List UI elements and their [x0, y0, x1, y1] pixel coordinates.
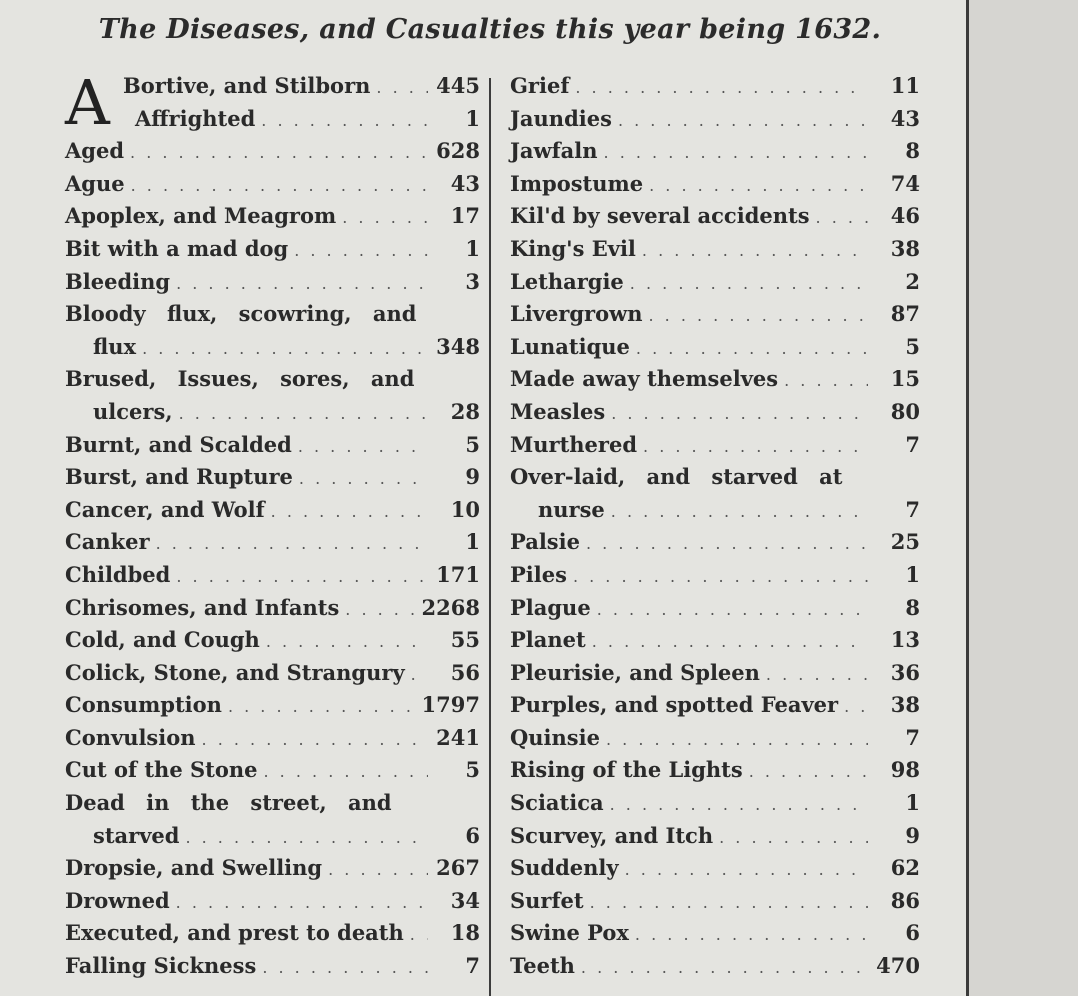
cause-count: 34 — [450, 887, 480, 913]
cause-name: Jaundies — [510, 105, 612, 131]
list-item — [65, 70, 480, 103]
dot-leader — [261, 105, 428, 138]
cause-count: 6 — [905, 920, 920, 946]
drop-cap-letter: A — [65, 66, 110, 139]
list-item — [510, 266, 920, 299]
cause-name: Purples, and spotted Feaver — [510, 692, 839, 718]
list-item — [510, 135, 920, 168]
list-item — [510, 331, 920, 364]
list-item — [510, 885, 920, 918]
dot-leader — [635, 919, 868, 952]
cause-count: 55 — [450, 627, 480, 653]
list-item — [65, 331, 480, 364]
dot-leader — [266, 626, 428, 659]
list-item — [65, 396, 480, 429]
list-item — [510, 70, 920, 103]
cause-count: 1 — [465, 529, 480, 555]
dot-leader — [648, 300, 868, 333]
list-item — [65, 135, 480, 168]
cause-name: Piles — [510, 561, 567, 587]
dot-leader — [611, 398, 868, 431]
dot-leader — [581, 952, 868, 985]
list-item — [65, 950, 480, 983]
list-item — [65, 103, 480, 136]
cause-count: 56 — [450, 659, 480, 685]
dot-leader — [611, 496, 868, 529]
cause-name: Sciatica — [510, 790, 604, 816]
list-item — [510, 592, 920, 625]
cause-name: King's Evil — [510, 235, 636, 261]
cause-name: Measles — [510, 398, 606, 424]
cause-name: Affrighted — [135, 105, 256, 131]
cause-count: 17 — [450, 203, 480, 229]
cause-count: 46 — [890, 203, 920, 229]
cause-count: 2268 — [421, 594, 480, 620]
cause-name: Planet — [510, 627, 586, 653]
dot-leader — [766, 659, 868, 692]
list-item — [65, 624, 480, 657]
list-item — [510, 298, 920, 331]
cause-name: Bloody flux, scowring, and — [65, 301, 417, 327]
cause-name: Teeth — [510, 953, 575, 979]
cause-count: 43 — [890, 105, 920, 131]
list-item — [65, 592, 480, 625]
cause-count: 38 — [890, 235, 920, 261]
cause-name: Executed, and prest to death — [65, 920, 404, 946]
list-item — [65, 917, 480, 950]
dot-leader — [586, 528, 868, 561]
list-item — [510, 787, 920, 820]
cause-name: Colick, Stone, and Strangury — [65, 659, 405, 685]
dot-leader — [749, 756, 868, 789]
list-item — [510, 526, 920, 559]
cause-name: Suddenly — [510, 855, 619, 881]
dot-leader — [573, 561, 868, 594]
dot-leader — [228, 691, 416, 724]
dot-leader — [185, 822, 428, 855]
list-item — [510, 396, 920, 429]
cause-count: 267 — [436, 855, 480, 881]
cause-name: Ague — [65, 170, 125, 196]
dot-leader — [575, 72, 868, 105]
list-item — [510, 363, 920, 396]
cause-name: Plague — [510, 594, 591, 620]
list-item — [65, 885, 480, 918]
list-item — [510, 689, 920, 722]
list-item — [510, 917, 920, 950]
cause-count: 25 — [890, 529, 920, 555]
list-item — [510, 559, 920, 592]
dot-leader — [328, 854, 428, 887]
cause-count: 241 — [436, 724, 480, 750]
cause-name: Bleeding — [65, 268, 171, 294]
dot-leader — [345, 594, 415, 627]
dot-leader — [262, 952, 428, 985]
list-item — [65, 461, 480, 494]
list-item — [510, 950, 920, 983]
cause-name: Bortive, and Stilborn — [123, 73, 371, 98]
cause-name: Lethargie — [510, 268, 624, 294]
cause-count: 43 — [450, 170, 480, 196]
cause-count: 1 — [465, 235, 480, 261]
cause-count: 13 — [890, 627, 920, 653]
dot-leader — [130, 137, 428, 170]
dot-leader — [299, 463, 428, 496]
list-item — [65, 200, 480, 233]
dot-leader — [649, 170, 868, 203]
cause-name: Burnt, and Scalded — [65, 431, 292, 457]
drop-cap-block — [65, 66, 480, 139]
cause-name: Bit with a mad dog — [65, 235, 289, 261]
list-item — [510, 461, 920, 494]
dot-leader — [592, 626, 868, 659]
cause-count: 5 — [465, 431, 480, 457]
cause-count: 7 — [465, 953, 480, 979]
cause-name: starved — [93, 822, 180, 848]
cause-count: 15 — [890, 366, 920, 392]
list-item — [65, 820, 480, 853]
dot-leader — [156, 528, 428, 561]
left-column — [65, 66, 480, 983]
cause-name: Kil'd by several accidents — [510, 203, 810, 229]
list-item — [510, 722, 920, 755]
cause-count: 628 — [436, 138, 480, 164]
cause-count: 18 — [450, 920, 480, 946]
list-item — [65, 754, 480, 787]
cause-count: 80 — [890, 398, 920, 424]
cause-name: Dropsie, and Swelling — [65, 855, 323, 881]
list-item — [65, 168, 480, 201]
dot-leader — [816, 202, 868, 235]
list-item — [510, 103, 920, 136]
dot-leader — [630, 268, 868, 301]
list-item — [510, 494, 920, 527]
cause-name: ulcers, — [93, 398, 173, 424]
cause-name: Cancer, and Wolf — [65, 496, 265, 522]
dot-leader — [264, 756, 429, 789]
cause-count: 10 — [450, 496, 480, 522]
cause-count: 74 — [890, 170, 920, 196]
cause-count: 86 — [890, 887, 920, 913]
cause-count: 7 — [905, 431, 920, 457]
list-item — [510, 852, 920, 885]
cause-name: Canker — [65, 529, 150, 555]
cause-count: 7 — [905, 496, 920, 522]
list-item — [510, 233, 920, 266]
dot-leader — [202, 724, 428, 757]
dot-leader — [176, 268, 428, 301]
cause-name: Quinsie — [510, 724, 600, 750]
dot-leader — [642, 235, 868, 268]
dot-leader — [719, 822, 868, 855]
list-item — [65, 689, 480, 722]
dot-leader — [636, 333, 868, 366]
list-item — [65, 429, 480, 462]
cause-count: 87 — [890, 301, 920, 327]
cause-count: 9 — [905, 822, 920, 848]
cause-count: 98 — [890, 757, 920, 783]
cause-count: 5 — [465, 757, 480, 783]
cause-name: Apoplex, and Meagrom — [65, 203, 337, 229]
column-divider — [489, 78, 491, 996]
list-item — [65, 494, 480, 527]
dot-leader — [784, 365, 868, 398]
page-title: The Diseases, and Casualties this year being 1632. — [98, 14, 882, 45]
cause-name: Palsie — [510, 529, 580, 555]
list-item — [510, 754, 920, 787]
cause-name: Made away themselves — [510, 366, 779, 392]
dot-leader — [618, 105, 868, 138]
cause-name: Grief — [510, 73, 570, 98]
list-item — [65, 233, 480, 266]
cause-name: nurse — [538, 496, 605, 522]
dot-leader — [142, 333, 428, 366]
dot-leader — [176, 887, 428, 920]
list-item — [65, 852, 480, 885]
cause-count: 445 — [436, 73, 480, 98]
list-item — [510, 820, 920, 853]
cause-name: Chrisomes, and Infants — [65, 594, 340, 620]
cause-count: 3 — [465, 268, 480, 294]
cause-count: 36 — [890, 659, 920, 685]
dot-leader — [411, 659, 428, 692]
cause-name: Over-laid, and starved at — [510, 464, 843, 490]
list-item — [510, 200, 920, 233]
cause-name: Swine Pox — [510, 920, 629, 946]
cause-name: Drowned — [65, 887, 170, 913]
list-item — [510, 657, 920, 690]
cause-name: Brused, Issues, sores, and — [65, 366, 415, 392]
dot-leader — [131, 170, 428, 203]
list-item — [65, 787, 480, 820]
dot-leader — [176, 561, 428, 594]
cause-count: 348 — [436, 333, 480, 359]
list-item — [65, 526, 480, 559]
list-item — [65, 363, 480, 396]
cause-name: Rising of the Lights — [510, 757, 743, 783]
cause-name: Aged — [65, 138, 125, 164]
cause-count: 1 — [905, 790, 920, 816]
cause-count: 28 — [450, 398, 480, 424]
dot-leader — [604, 137, 868, 170]
cause-name: Cut of the Stone — [65, 757, 258, 783]
list-item — [510, 168, 920, 201]
cause-count: 11 — [890, 73, 920, 98]
dot-leader — [410, 919, 428, 952]
cause-name: Convulsion — [65, 724, 196, 750]
dot-leader — [271, 496, 428, 529]
cause-count: 1797 — [421, 692, 480, 718]
list-item — [510, 429, 920, 462]
dot-leader — [342, 202, 428, 235]
list-item — [510, 624, 920, 657]
cause-count: 1 — [465, 105, 480, 131]
cause-name: Murthered — [510, 431, 638, 457]
cause-name: Burst, and Rupture — [65, 464, 293, 490]
cause-count: 8 — [905, 594, 920, 620]
cause-name: Falling Sickness — [65, 953, 257, 979]
cause-name: Scurvey, and Itch — [510, 822, 714, 848]
cause-count: 470 — [876, 953, 920, 979]
cause-name: Impostume — [510, 170, 644, 196]
cause-count: 1 — [905, 561, 920, 587]
list-item — [65, 722, 480, 755]
cause-name: Surfet — [510, 887, 584, 913]
cause-count: 9 — [465, 464, 480, 490]
dot-leader — [597, 594, 868, 627]
dot-leader — [376, 72, 428, 105]
cause-name: Consumption — [65, 692, 222, 718]
cause-name: Dead in the street, and — [65, 790, 392, 816]
dot-leader — [298, 431, 428, 464]
cause-name: Childbed — [65, 561, 171, 587]
list-item — [65, 559, 480, 592]
cause-name: Jawfaln — [510, 138, 598, 164]
cause-count: 171 — [436, 561, 480, 587]
cause-count: 5 — [905, 333, 920, 359]
cause-count: 62 — [890, 855, 920, 881]
cause-count: 6 — [465, 822, 480, 848]
dot-leader — [294, 235, 428, 268]
dot-leader — [610, 789, 868, 822]
cause-count: 38 — [890, 692, 920, 718]
cause-name: flux — [93, 333, 137, 359]
cause-count: 2 — [905, 268, 920, 294]
cause-name: Livergrown — [510, 301, 643, 327]
cause-count: 8 — [905, 138, 920, 164]
background-surface — [969, 0, 1078, 996]
cause-name: Pleurisie, and Spleen — [510, 659, 760, 685]
cause-name: Lunatique — [510, 333, 630, 359]
dot-leader — [625, 854, 868, 887]
list-item — [65, 657, 480, 690]
right-column — [510, 70, 920, 983]
cause-count: 7 — [905, 724, 920, 750]
dot-leader — [179, 398, 428, 431]
list-item — [65, 298, 480, 331]
dot-leader — [606, 724, 868, 757]
cause-name: Cold, and Cough — [65, 627, 260, 653]
dot-leader — [643, 431, 868, 464]
dot-leader — [844, 691, 868, 724]
dot-leader — [590, 887, 868, 920]
list-item — [65, 266, 480, 299]
